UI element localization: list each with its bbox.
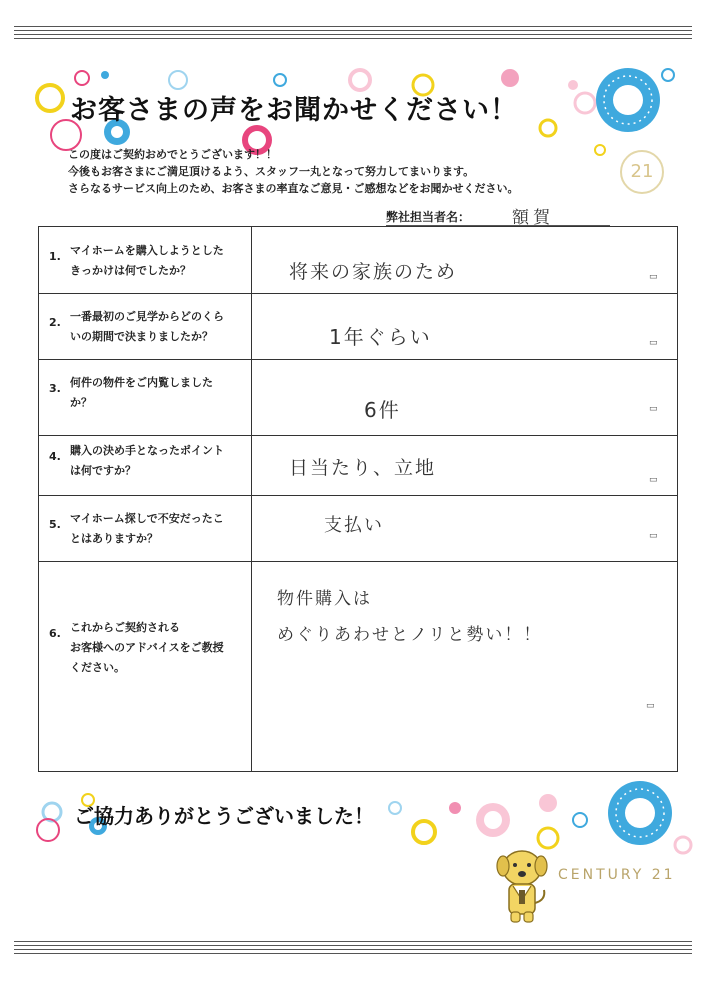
answer-text: 1年ぐらい <box>329 325 432 349</box>
question-number: 5. <box>49 518 61 531</box>
page-title: お客さまの声をお聞かせください！ <box>70 95 518 126</box>
intro-line: さらなるサービス向上のため、お客さまの率直なご意見・ご感想などをお聞かせください。 <box>68 182 519 195</box>
staff-name-field <box>386 205 610 226</box>
question-number: 4. <box>49 450 61 463</box>
question-number: 3. <box>49 382 61 395</box>
question-text: 購入の決め手となったポイント は何ですか？ <box>70 444 224 477</box>
question-number: 6. <box>49 627 61 640</box>
question-number: 2. <box>49 316 61 329</box>
answer-text: 支払い <box>324 515 384 536</box>
pen-mark-icon: ▭ <box>649 475 658 485</box>
question-row-4 <box>39 435 677 496</box>
question-cell <box>39 227 252 293</box>
question-text: マイホーム探しで不安だったこ とはありますか？ <box>70 512 224 545</box>
staff-name-label: 弊社担当者名： <box>386 210 471 224</box>
mascot-dog-icon <box>494 848 550 926</box>
pen-mark-icon: ▭ <box>649 338 658 348</box>
intro-text <box>68 146 628 197</box>
question-cell <box>39 435 252 495</box>
question-cell <box>39 293 252 359</box>
pen-mark-icon: ▭ <box>649 531 658 541</box>
question-row-1 <box>39 227 677 294</box>
answer-text: 日当たり、立地 <box>289 457 437 479</box>
question-text: これからご契約される お客様へのアドバイスをご教授 ください。 <box>70 621 224 674</box>
question-text: 何件の物件をご内覧しました か？ <box>70 376 213 409</box>
question-cell <box>39 359 252 435</box>
answer-text: 6件 <box>364 398 401 422</box>
answer-text: 物件購入は めぐりあわせとノリと勢い！！ <box>277 589 543 645</box>
intro-line: この度はご契約おめでとうございます！！ <box>68 148 277 161</box>
pen-mark-icon: ▭ <box>649 404 658 414</box>
pen-mark-icon: ▭ <box>646 701 655 711</box>
thank-you-message: ご協力ありがとうございました！ <box>74 804 374 828</box>
century21-badge: 21 <box>620 150 664 194</box>
question-text: 一番最初のご見学からどのくら いの期間で決まりましたか？ <box>70 310 224 343</box>
question-row-6 <box>39 561 677 771</box>
staff-name-value: 額賀 <box>512 208 554 228</box>
pen-mark-icon: ▭ <box>649 272 658 282</box>
answer-text: 将来の家族のため <box>289 261 458 283</box>
question-text: マイホームを購入しようとした きっかけは何でしたか？ <box>70 244 224 277</box>
question-number: 1. <box>49 250 61 263</box>
intro-line: 今後もお客さまにご満足頂けるよう、スタッフ一丸となって努力してまいります。 <box>68 165 475 178</box>
question-cell <box>39 495 252 561</box>
questionnaire-table <box>38 226 678 772</box>
brand-logo-text: CENTURY 21 <box>558 867 676 883</box>
question-row-2 <box>39 293 677 360</box>
question-row-5 <box>39 495 677 562</box>
question-row-3 <box>39 359 677 436</box>
question-cell <box>39 561 252 771</box>
